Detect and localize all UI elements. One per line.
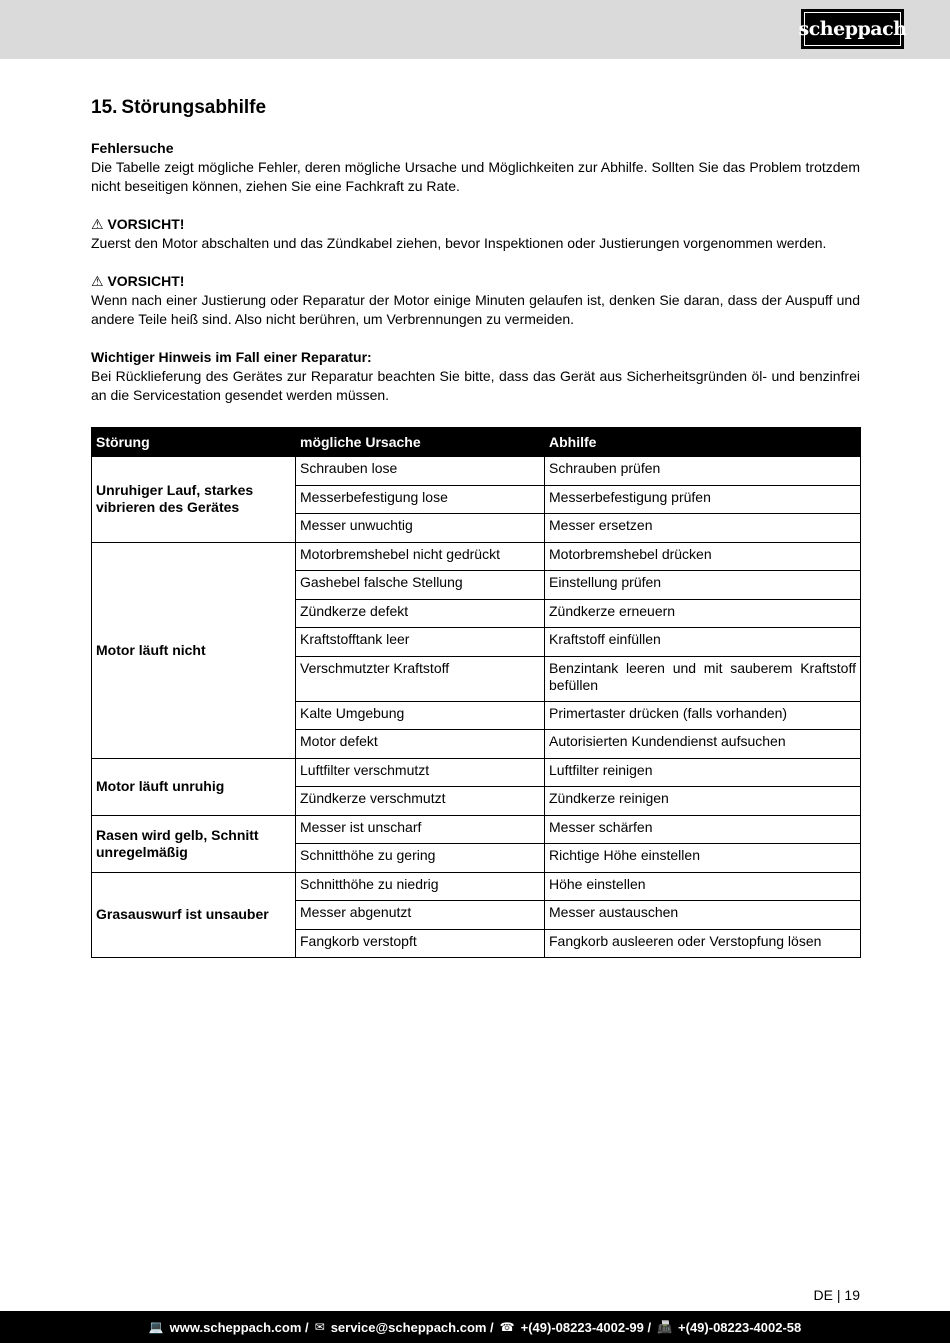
warning-1-title [91, 215, 860, 234]
remedy-cell: Einstellung prüfen [545, 571, 861, 600]
remedy-cell: Messerbefestigung prüfen [545, 485, 861, 514]
fault-cell: Motor läuft unruhig [92, 758, 296, 815]
footer-website[interactable]: www.scheppach.com / [169, 1319, 309, 1335]
remedy-cell: Messer ersetzen [545, 514, 861, 543]
fault-cell: Unruhiger Lauf, starkes vibrieren des Gerätes [92, 457, 296, 543]
table-header-row [92, 428, 861, 457]
cause-cell: Messer abgenutzt [296, 901, 545, 930]
computer-icon: 💻 [148, 1320, 164, 1334]
cause-cell: Fangkorb verstopft [296, 929, 545, 958]
page-content [91, 96, 860, 958]
cause-cell: Schnitthöhe zu niedrig [296, 872, 545, 901]
cause-cell: Zündkerze verschmutzt [296, 787, 545, 816]
remedy-cell: Höhe einstellen [545, 872, 861, 901]
footer-phone: +(49)-08223-4002-99 / [520, 1319, 652, 1335]
cause-cell: Schnitthöhe zu gering [296, 844, 545, 873]
repair-note-heading: Wichtiger Hinweis im Fall einer Reparatur: [91, 349, 372, 365]
cause-cell: Schrauben lose [296, 457, 545, 486]
cause-cell: Kalte Umgebung [296, 701, 545, 730]
warning-2-label: VORSICHT! [107, 273, 185, 289]
section-title: Störungsabhilfe [121, 97, 267, 118]
cause-cell: Verschmutzter Kraftstoff [296, 656, 545, 701]
table-row [92, 872, 861, 901]
remedy-cell: Kraftstoff einfüllen [545, 628, 861, 657]
page-separator: | [836, 1287, 841, 1303]
warning-1-text: Zuerst den Motor abschalten und das Zündkabel ziehen, bevor Inspektionen oder Justierungen vorgenommen werden. [91, 235, 827, 251]
header-fault: Störung [92, 428, 296, 457]
table-row [92, 542, 861, 571]
cause-cell: Kraftstofftank leer [296, 628, 545, 657]
cause-cell: Gashebel falsche Stellung [296, 571, 545, 600]
remedy-cell: Zündkerze reinigen [545, 787, 861, 816]
section-number: 15. [91, 97, 118, 118]
fault-cell: Rasen wird gelb, Schnitt unregelmäßig [92, 815, 296, 872]
cause-cell: Messerbefestigung lose [296, 485, 545, 514]
cause-cell: Messer unwuchtig [296, 514, 545, 543]
warning-1-label: VORSICHT! [107, 216, 185, 232]
remedy-cell: Fangkorb ausleeren oder Verstopfung lösen [545, 929, 861, 958]
section-heading [91, 96, 860, 120]
remedy-cell: Benzintank leeren und mit sauberem Kraftstoff befüllen [545, 656, 861, 701]
fax-icon: 📠 [657, 1320, 673, 1334]
fault-cell: Grasauswurf ist unsauber [92, 872, 296, 958]
remedy-cell: Luftfilter reinigen [545, 758, 861, 787]
warning-2-title [91, 272, 860, 291]
page-number [814, 1287, 860, 1303]
warning-2-text: Wenn nach einer Justierung oder Reparatur der Motor einige Minuten gelaufen ist, denken Sie daran, dass der Auspuff und andere Teile heiß sind. Also nicht berühren, um Verbrennungen zu vermeiden. [91, 292, 860, 327]
table-body [92, 457, 861, 958]
remedy-cell: Motorbremshebel drücken [545, 542, 861, 571]
table-row [92, 758, 861, 787]
table-row [92, 815, 861, 844]
remedy-cell: Zündkerze erneuern [545, 599, 861, 628]
remedy-cell: Richtige Höhe einstellen [545, 844, 861, 873]
header-cause: mögliche Ursache [296, 428, 545, 457]
page-lang: DE [813, 1287, 833, 1303]
mail-icon: ✉ [314, 1320, 325, 1334]
troubleshooting-table [91, 427, 861, 958]
phone-icon: ☎ [499, 1320, 515, 1334]
intro-heading: Fehlersuche [91, 140, 174, 156]
header-remedy: Abhilfe [545, 428, 861, 457]
table-row [92, 457, 861, 486]
logo-text: scheppach [804, 12, 901, 46]
cause-cell: Zündkerze defekt [296, 599, 545, 628]
footer-bar [0, 1311, 950, 1343]
cause-cell: Motor defekt [296, 730, 545, 759]
fault-cell: Motor läuft nicht [92, 542, 296, 758]
footer-fax: +(49)-08223-4002-58 [678, 1319, 802, 1335]
footer-email[interactable]: service@scheppach.com / [330, 1319, 494, 1335]
intro-text: Die Tabelle zeigt mögliche Fehler, deren mögliche Ursache und Möglichkeiten zur Abhilfe. Sollten Sie das Problem trotzdem nicht beseitigen können, ziehen Sie eine Fachkraft zu Rate. [91, 159, 860, 194]
remedy-cell: Primertaster drücken (falls vorhanden) [545, 701, 861, 730]
warning-icon: ⚠ [91, 216, 104, 232]
page-number-value: 19 [844, 1287, 860, 1303]
remedy-cell: Messer austauschen [545, 901, 861, 930]
warning-icon: ⚠ [91, 273, 104, 289]
remedy-cell: Messer schärfen [545, 815, 861, 844]
remedy-cell: Schrauben prüfen [545, 457, 861, 486]
cause-cell: Luftfilter verschmutzt [296, 758, 545, 787]
cause-cell: Messer ist unscharf [296, 815, 545, 844]
repair-note-text: Bei Rücklieferung des Gerätes zur Reparatur beachten Sie bitte, dass das Gerät aus Sicherheitsgründen öl- und benzinfrei an die Servicestation gesendet werden müssen. [91, 368, 860, 403]
scheppach-logo [798, 9, 907, 49]
header-bar [0, 0, 950, 59]
remedy-cell: Autorisierten Kundendienst aufsuchen [545, 730, 861, 759]
cause-cell: Motorbremshebel nicht gedrückt [296, 542, 545, 571]
